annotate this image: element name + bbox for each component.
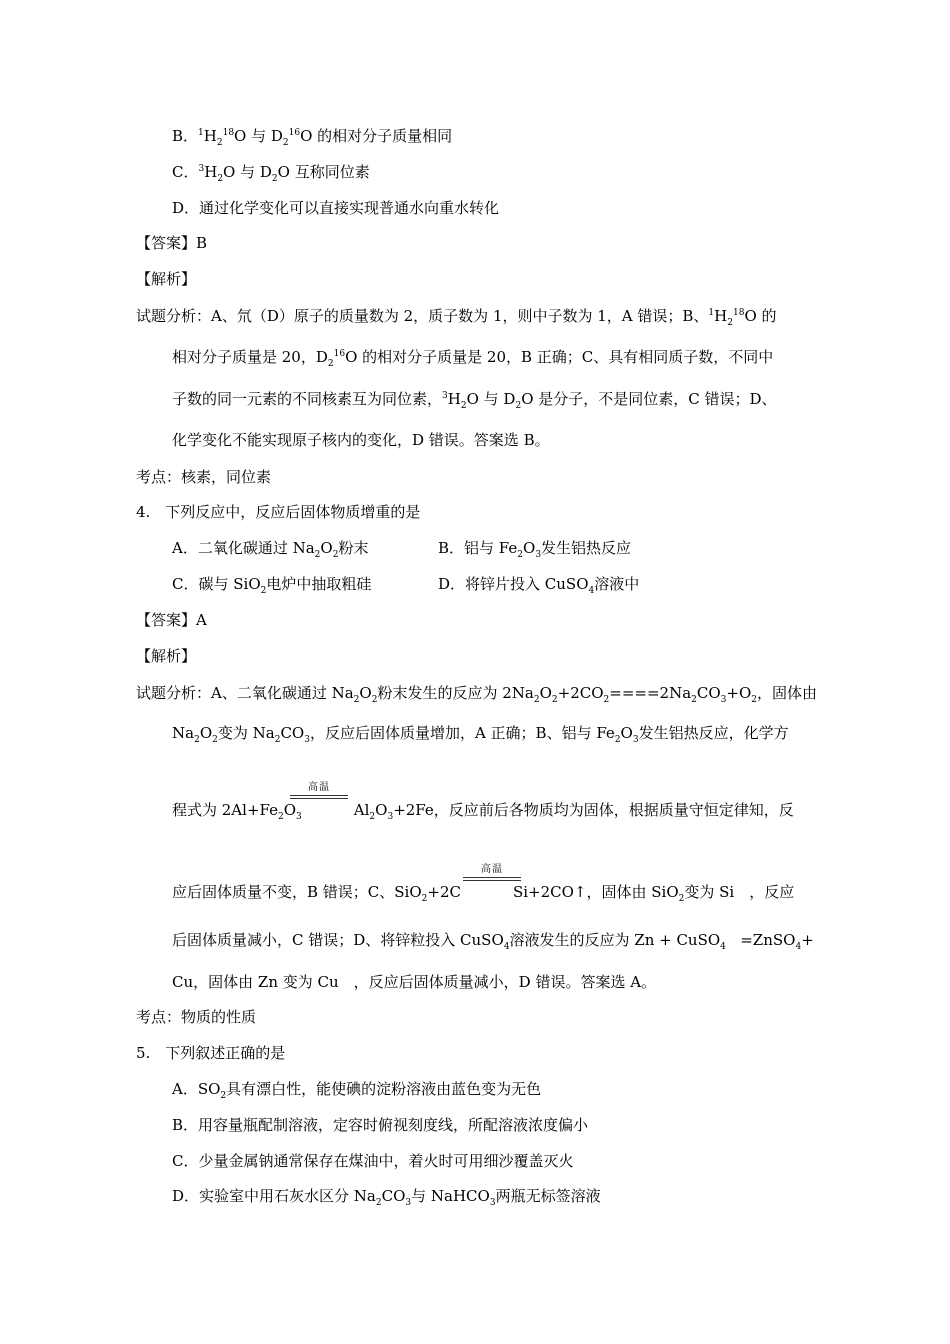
q4-explanation-line-6: Cu，固体由 Zn 变为 Cu ，反应后固体质量减小，D 错误。答案选 A。	[172, 973, 657, 991]
q3-option-b: B．$^1H_2^{18}O$ 与 $D_2^{16}O$ 的相对分子质量相同	[172, 127, 453, 148]
q4-option-a: A．二氧化碳通过 $Na_2O_2$粉末	[172, 539, 369, 560]
q3-analysis-label: 【解析】	[136, 270, 197, 288]
q3-kaodian: 考点：核素，同位素	[136, 468, 272, 486]
q4-option-c: C．碳与 SiO$_2$电炉中抽取粗硅	[172, 575, 372, 596]
q4-explanation-line-2: $Na_2O_2$变为 $Na_2CO_3$，反应后固体质量增加，A 正确；B、铝与 $Fe_2O_3$发生铝热反应，化学方	[172, 724, 789, 745]
q3-option-c: C．$^3H_2O$ 与 $D_2O$ 互称同位素	[172, 163, 370, 184]
q3-option-d: D．通过化学变化可以直接实现普通水向重水转化	[172, 199, 500, 217]
q4-explanation-line-1: 试题分析：A、二氧化碳通过 $Na_2O_2$粉末发生的反应为 $2Na_2O_2+2CO_2====2Na_2CO_3+O_2$，固体由	[136, 684, 818, 705]
q4-explanation-line-5: 后固体质量减小，C 错误；D、将锌粒投入 CuSO$_4$溶液发生的反应为 Zn + CuSO$_4$ =ZnSO$_4$+	[172, 931, 814, 952]
q4-option-b: B．铝与 $Fe_2O_3$发生铝热反应	[438, 539, 632, 560]
q3-explanation-line-1: 试题分析：A、氘（D）原子的质量数为 2，质子数为 1，则中子数为 1，A 错误；B、$^1H_2^{18}O$ 的	[136, 307, 777, 328]
q4-explanation-line-4: 应后固体质量不变，B 错误；C、SiO$_2$+2C Si+2CO↑，固体由 SiO$_2$变为 Si ，反应	[172, 883, 795, 904]
reaction-condition-high-temp-2: 高温	[463, 864, 521, 881]
q4-option-d: D．将锌片投入 CuSO$_4$溶液中	[438, 575, 640, 596]
q5-option-a: A．$SO_2$具有漂白性，能使碘的淀粉溶液由蓝色变为无色	[172, 1080, 542, 1101]
q3-answer: 【答案】B	[136, 234, 208, 252]
q5-stem: 5. 下列叙述正确的是	[136, 1044, 286, 1062]
q5-option-b: B．用容量瓶配制溶液，定容时俯视刻度线，所配溶液浓度偏小	[172, 1116, 589, 1134]
q4-kaodian: 考点：物质的性质	[136, 1008, 257, 1026]
q5-option-c: C．少量金属钠通常保存在煤油中，着火时可用细沙覆盖灭火	[172, 1152, 574, 1170]
reaction-condition-high-temp-1: 高温	[290, 782, 348, 799]
q5-option-d: D．实验室中用石灰水区分 $Na_2CO_3$与 NaHCO$_3$两瓶无标签溶液	[172, 1187, 601, 1208]
q4-stem: 4. 下列反应中，反应后固体物质增重的是	[136, 503, 421, 521]
q4-explanation-line-3: 程式为 $2Al+Fe_2O_3$ $Al_2O_3+2Fe$，反应前后各物质均为固体，根据质量守恒定律知，反	[172, 801, 794, 822]
q3-explanation-line-2: 相对分子质量是 20，$D_2^{16}O$ 的相对分子质量是 20，B 正确；C、具有相同质子数，不同中	[172, 348, 774, 369]
q4-answer: 【答案】A	[136, 611, 207, 629]
q3-explanation-line-4: 化学变化不能实现原子核内的变化，D 错误。答案选 B。	[172, 431, 550, 449]
q4-analysis-label: 【解析】	[136, 647, 197, 665]
q3-explanation-line-3: 子数的同一元素的不同核素互为同位素，$^3H_2O$ 与 $D_2O$ 是分子，不是同位素，C 错误；D、	[172, 390, 777, 411]
